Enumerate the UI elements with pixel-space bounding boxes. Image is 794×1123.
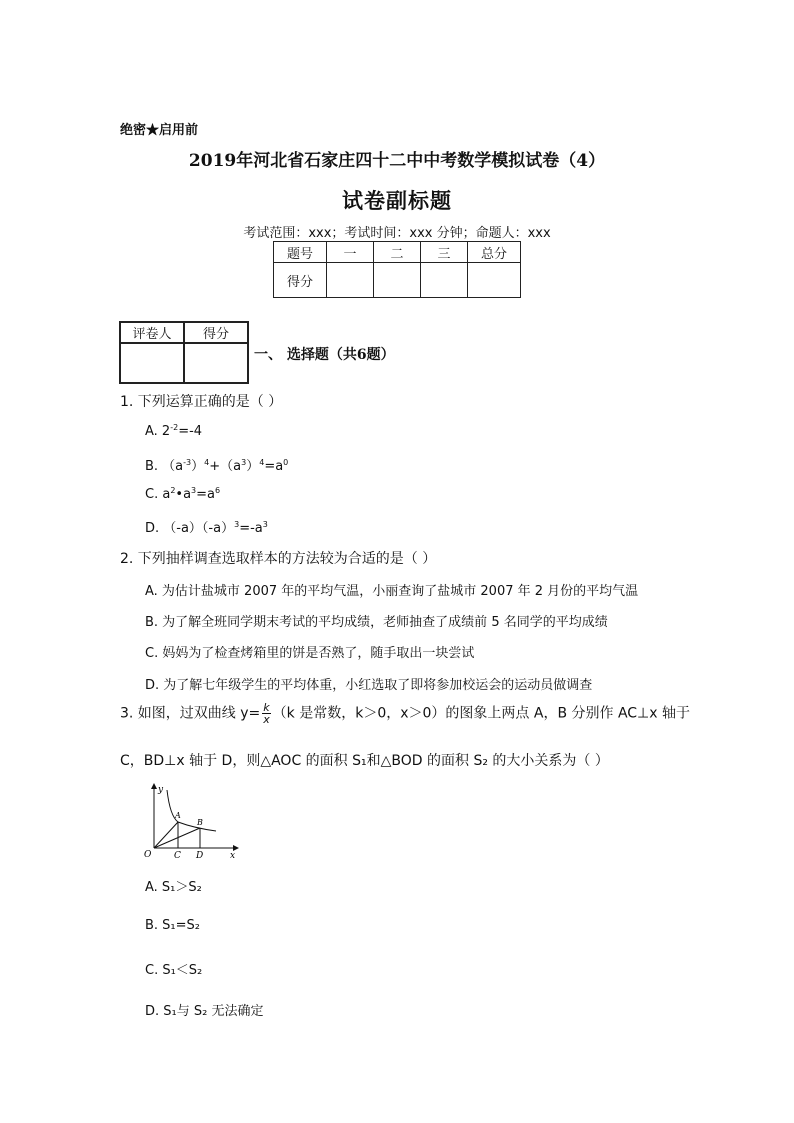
question-1-option-d: D. $(-a)(-a)^3=-a^3$ xyxy=(145,520,268,536)
score-row-label: 得分 xyxy=(274,263,327,298)
exam-info: 考试范围：xxx；考试时间：xxx 分钟；命题人：xxx xyxy=(243,226,551,241)
score-cell-3 xyxy=(421,263,468,298)
label-o: O xyxy=(144,850,152,860)
confidential-mark: 绝密★启用前 xyxy=(120,123,199,138)
question-3-stem-line2: C，BD⊥x 轴于 D，则△AOC 的面积 S₁和△BOD 的面积 S₂ 的大小关系为（ ） xyxy=(120,753,609,769)
question-3-option-d: D. S₁与 S₂ 无法确定 xyxy=(145,1004,264,1019)
label-y: y xyxy=(158,785,164,795)
score-header-section-1: 一 xyxy=(327,242,374,263)
score-header-section-3: 三 xyxy=(421,242,468,263)
question-1-option-c: C. $a^2•a^3=a^6$ xyxy=(145,486,221,502)
grader-cell xyxy=(120,343,184,383)
exam-title: 2019年河北省石家庄四十二中中考数学模拟试卷（4） xyxy=(188,151,606,171)
label-d: D xyxy=(196,851,204,860)
question-2-stem: 2. 下列抽样调查选取样本的方法较为合适的是（ ） xyxy=(120,551,437,567)
label-x: x xyxy=(230,851,236,860)
label-a: A xyxy=(175,811,181,820)
score-header-section-2: 二 xyxy=(374,242,421,263)
fraction-k-over-x: $\frac{k}{x}$ xyxy=(263,701,270,726)
question-2-option-a: A. 为估计盐城市 2007 年的平均气温，小丽查询了盐城市 2007 年 2 月份的平均气温 xyxy=(145,584,639,599)
hyperbola-figure xyxy=(142,782,242,860)
question-2-option-c: C. 妈妈为了检查烤箱里的饼是否熟了，随手取出一块尝试 xyxy=(145,646,475,661)
question-3-stem: 3. 如图，过双曲线 y= $\frac{k}{x}$ （k 是常数，k＞0，x＞0）的图象上两点 A，B 分别作 AC⊥x 轴于 xyxy=(120,701,690,726)
question-2-option-d: D. 为了解七年级学生的平均体重，小红选取了即将参加校运会的运动员做调查 xyxy=(145,678,593,693)
grader-score-header: 得分 xyxy=(184,322,248,343)
score-header-number: 题号 xyxy=(274,242,327,263)
grader-score-cell xyxy=(184,343,248,383)
question-1-option-a: A. $2^{-2}=-4$ xyxy=(145,423,203,439)
question-3-option-c: C. S₁＜S₂ xyxy=(145,963,203,978)
section-title: 一、 选择题（共6题） xyxy=(254,347,395,363)
segment-ob xyxy=(154,828,200,848)
question-1-stem: 1. 下列运算正确的是（ ） xyxy=(120,394,283,410)
score-cell-2 xyxy=(374,263,421,298)
grader-header: 评卷人 xyxy=(120,322,184,343)
question-1-option-b: B. $(a^{-3})^4+(a^3)^4=a^0$ xyxy=(145,458,289,474)
score-cell-total xyxy=(468,263,521,298)
score-table xyxy=(273,241,521,298)
question-3-option-b: B. S₁=S₂ xyxy=(145,918,201,933)
label-b: B xyxy=(197,818,203,827)
grader-table xyxy=(119,321,249,384)
question-3-option-a: A. S₁＞S₂ xyxy=(145,880,202,895)
segment-oa xyxy=(154,822,178,848)
question-2-option-b: B. 为了解全班同学期末考试的平均成绩，老师抽查了成绩前 5 名同学的平均成绩 xyxy=(145,615,608,630)
score-header-total: 总分 xyxy=(468,242,521,263)
score-cell-1 xyxy=(327,263,374,298)
exam-subtitle: 试卷副标题 xyxy=(342,188,452,213)
label-c: C xyxy=(174,851,181,860)
